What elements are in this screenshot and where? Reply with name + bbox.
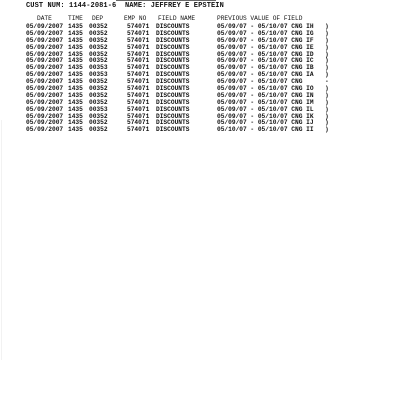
row-field-name: DISCOUNTS <box>156 64 190 72</box>
change-log-table <box>0 23 400 133</box>
row-date: 05/09/2007 <box>26 85 64 93</box>
row-end-mark: ) <box>325 64 329 72</box>
table-row <box>0 92 400 99</box>
row-emp-no: 574071 <box>127 36 150 44</box>
row-emp-no: 574071 <box>127 43 150 51</box>
row-end-mark: ) <box>325 43 329 51</box>
row-end-mark: ) <box>325 112 329 120</box>
row-emp-no: 574071 <box>127 50 150 58</box>
row-field-name: DISCOUNTS <box>156 36 190 44</box>
row-date: 05/09/2007 <box>26 29 64 37</box>
table-row <box>0 99 400 106</box>
row-end-mark: ) <box>325 85 329 93</box>
row-previous-value: 05/10/07 - 05/10/07 CNG II <box>217 126 314 134</box>
row-previous-value: 05/09/07 - 05/10/07 CNG IL <box>217 105 314 113</box>
row-dep: 00352 <box>89 36 108 44</box>
row-date: 05/09/2007 <box>26 57 64 65</box>
row-dep: 00352 <box>89 119 108 127</box>
column-header-time: TIME <box>68 15 83 22</box>
row-dep: 00352 <box>89 126 108 134</box>
row-previous-value: 05/09/07 - 05/10/07 CNG IK <box>217 112 314 120</box>
row-field-name: DISCOUNTS <box>156 23 190 30</box>
row-emp-no: 574071 <box>127 91 150 99</box>
row-date: 05/09/2007 <box>26 36 64 44</box>
row-end-mark: ) <box>325 119 329 127</box>
row-date: 05/09/2007 <box>26 43 64 51</box>
row-end-mark: ) <box>325 105 329 113</box>
row-date: 05/09/2007 <box>26 50 64 58</box>
row-time: 1435 <box>68 29 83 37</box>
row-dep: 00353 <box>89 105 108 113</box>
row-emp-no: 574071 <box>127 98 150 106</box>
row-previous-value: 05/09/07 - 05/10/07 CNG IA <box>217 71 314 79</box>
cust-num-label: CUST NUM: <box>26 2 65 10</box>
row-end-mark: ) <box>325 23 329 30</box>
row-date: 05/09/2007 <box>26 119 64 127</box>
row-dep: 00352 <box>89 91 108 99</box>
table-row <box>0 30 400 37</box>
row-end-mark: ) <box>325 36 329 44</box>
row-field-name: DISCOUNTS <box>156 78 190 86</box>
row-date: 05/09/2007 <box>26 78 64 86</box>
table-row <box>0 51 400 58</box>
row-date: 05/09/2007 <box>26 105 64 113</box>
table-row <box>0 44 400 51</box>
row-field-name: DISCOUNTS <box>156 91 190 99</box>
column-header-emp-no: EMP NO <box>124 15 147 22</box>
row-field-name: DISCOUNTS <box>156 98 190 106</box>
row-end-mark: ) <box>325 71 329 79</box>
column-header-field-name: FIELD NAME <box>158 15 196 22</box>
row-emp-no: 574071 <box>127 105 150 113</box>
row-date: 05/09/2007 <box>26 64 64 72</box>
row-end-mark: ) <box>325 50 329 58</box>
row-previous-value: 05/09/07 - 05/10/07 CNG IO <box>217 85 314 93</box>
row-time: 1435 <box>68 71 83 79</box>
row-dep: 00353 <box>89 64 108 72</box>
row-time: 1435 <box>68 36 83 44</box>
row-dep: 00352 <box>89 85 108 93</box>
name-label: NAME: <box>124 2 147 10</box>
row-field-name: DISCOUNTS <box>156 50 190 58</box>
row-time: 1435 <box>68 112 83 120</box>
row-end-mark: ) <box>325 98 329 106</box>
column-header-dep: DEP <box>92 15 104 22</box>
row-dep: 00352 <box>89 43 108 51</box>
row-previous-value: 05/09/07 - 05/10/07 CNG IF <box>217 36 314 44</box>
table-row <box>0 23 400 30</box>
header-rule <box>116 0 216 1</box>
customer-header <box>26 2 224 10</box>
row-time: 1435 <box>68 23 83 30</box>
row-previous-value: 05/09/07 - 05/10/07 CNG IG <box>217 29 314 37</box>
row-field-name: DISCOUNTS <box>156 57 190 65</box>
row-time: 1435 <box>68 126 83 134</box>
row-previous-value: 05/09/07 - 05/10/07 CNG IN <box>217 91 314 99</box>
row-emp-no: 574071 <box>127 71 150 79</box>
row-previous-value: 05/09/07 - 05/10/07 CNG <box>217 78 303 86</box>
table-row <box>0 126 400 133</box>
row-field-name: DISCOUNTS <box>156 126 190 134</box>
row-date: 05/09/2007 <box>26 91 64 99</box>
row-previous-value: 05/09/07 - 05/10/07 CNG IJ <box>217 119 314 127</box>
row-dep: 00352 <box>89 112 108 120</box>
row-previous-value: 05/09/07 - 05/10/07 CNG IH <box>217 23 314 30</box>
table-row <box>0 113 400 120</box>
row-previous-value: 05/09/07 - 05/10/07 CNG ID <box>217 50 314 58</box>
row-dep: 00353 <box>89 71 108 79</box>
row-field-name: DISCOUNTS <box>156 71 190 79</box>
row-emp-no: 574071 <box>127 78 150 86</box>
row-time: 1435 <box>68 50 83 58</box>
row-field-name: DISCOUNTS <box>156 29 190 37</box>
row-emp-no: 574071 <box>127 85 150 93</box>
row-dep: 00352 <box>89 98 108 106</box>
table-row <box>0 119 400 126</box>
table-row <box>0 71 400 78</box>
row-previous-value: 05/09/07 - 05/10/07 CNG IC <box>217 57 314 65</box>
table-row <box>0 37 400 44</box>
row-field-name: DISCOUNTS <box>156 105 190 113</box>
row-date: 05/09/2007 <box>26 112 64 120</box>
row-emp-no: 574071 <box>127 29 150 37</box>
row-field-name: DISCOUNTS <box>156 112 190 120</box>
row-field-name: DISCOUNTS <box>156 43 190 51</box>
row-previous-value: 05/09/07 - 05/10/07 CNG IB <box>217 64 314 72</box>
row-emp-no: 574071 <box>127 119 150 127</box>
scan-edge <box>1 120 2 360</box>
row-emp-no: 574071 <box>127 23 150 30</box>
row-time: 1435 <box>68 78 83 86</box>
row-field-name: DISCOUNTS <box>156 85 190 93</box>
row-time: 1435 <box>68 98 83 106</box>
row-dep: 00352 <box>89 57 108 65</box>
row-end-mark: ) <box>325 126 329 134</box>
row-dep: 00352 <box>89 23 108 30</box>
row-time: 1435 <box>68 119 83 127</box>
row-previous-value: 05/09/07 - 05/10/07 CNG IM <box>217 98 314 106</box>
row-time: 1435 <box>68 43 83 51</box>
row-emp-no: 574071 <box>127 112 150 120</box>
row-date: 05/09/2007 <box>26 126 64 134</box>
column-header-previous-value: PREVIOUS VALUE OF FIELD <box>217 15 303 22</box>
row-end-mark: - <box>325 78 329 86</box>
row-date: 05/09/2007 <box>26 98 64 106</box>
row-previous-value: 05/09/07 - 05/10/07 CNG IE <box>217 43 314 51</box>
cust-num-value: 1144-2081-6 <box>69 2 117 10</box>
row-emp-no: 574071 <box>127 126 150 134</box>
row-end-mark: ) <box>325 57 329 65</box>
row-field-name: DISCOUNTS <box>156 119 190 127</box>
row-dep: 00352 <box>89 29 108 37</box>
table-row <box>0 106 400 113</box>
table-row <box>0 85 400 92</box>
row-date: 05/09/2007 <box>26 71 64 79</box>
row-time: 1435 <box>68 91 83 99</box>
column-header-date: DATE <box>37 15 52 22</box>
row-time: 1435 <box>68 105 83 113</box>
row-end-mark: ) <box>325 91 329 99</box>
table-row <box>0 64 400 71</box>
table-row <box>0 78 400 85</box>
row-dep: 00352 <box>89 50 108 58</box>
row-emp-no: 574071 <box>127 57 150 65</box>
row-dep: 00352 <box>89 78 108 86</box>
table-row <box>0 57 400 64</box>
row-emp-no: 574071 <box>127 64 150 72</box>
row-end-mark: ) <box>325 29 329 37</box>
row-time: 1435 <box>68 57 83 65</box>
name-value: JEFFREY E EPSTEIN <box>150 2 224 10</box>
row-time: 1435 <box>68 85 83 93</box>
row-time: 1435 <box>68 64 83 72</box>
row-date: 05/09/2007 <box>26 23 64 30</box>
